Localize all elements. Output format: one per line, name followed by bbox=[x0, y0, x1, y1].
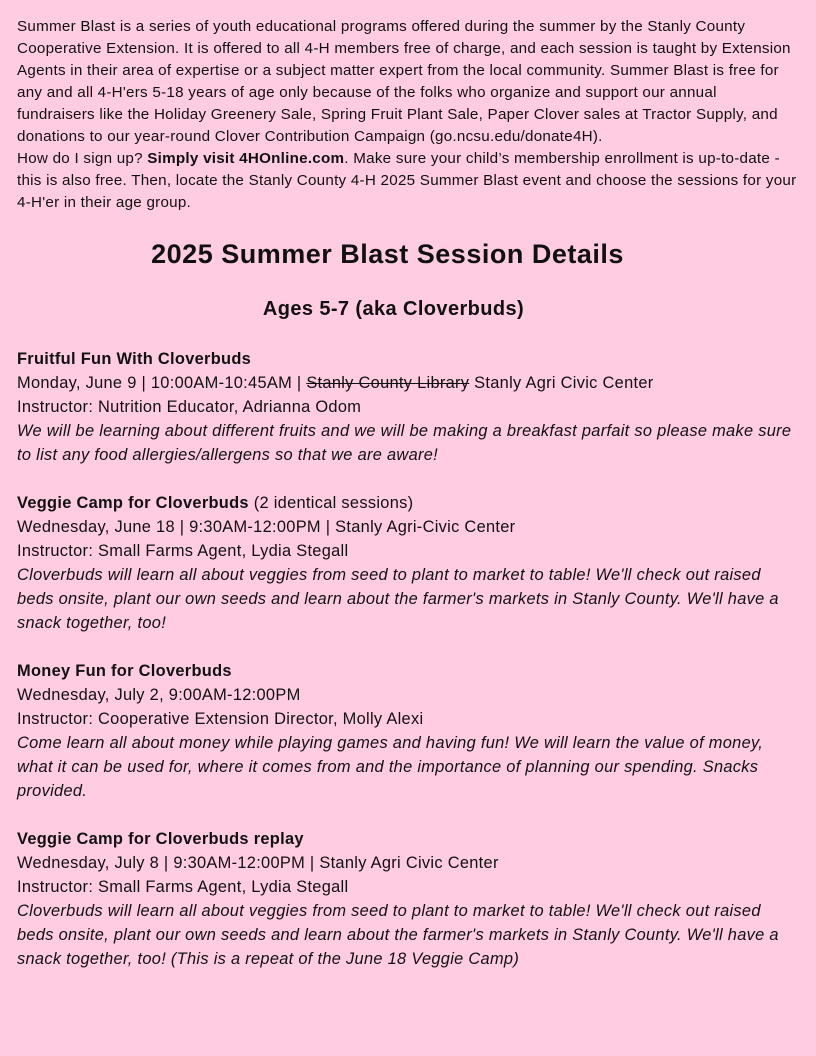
session-old-location: Stanly County Library bbox=[306, 374, 470, 392]
session-item bbox=[17, 347, 798, 467]
session-date-time: Wednesday, July 2, 9:00AM-12:00PM bbox=[17, 686, 301, 704]
session-description: Cloverbuds will learn all about veggies from seed to plant to market to table! We'll check out raised beds onsite, plant our own seeds and learn about the farmer's markets in Stanly County. We'll have a snack together, too! bbox=[17, 566, 779, 632]
session-description: Cloverbuds will learn all about veggies from seed to plant to market to table! We'll check out raised beds onsite, plant our own seeds and learn about the farmer's markets in Stanly County. We'll have a snack together, too! (This is a repeat of the June 18 Veggie Camp) bbox=[17, 902, 779, 968]
session-instructor: Instructor: Small Farms Agent, Lydia Stegall bbox=[17, 542, 349, 560]
session-title-line bbox=[17, 491, 798, 515]
page-title: 2025 Summer Blast Session Details bbox=[151, 239, 624, 269]
session-schedule bbox=[17, 851, 798, 875]
age-group-heading: Ages 5-7 (aka Cloverbuds) bbox=[262, 298, 525, 320]
session-title: Veggie Camp for Cloverbuds bbox=[17, 494, 249, 512]
session-instructor: Instructor: Small Farms Agent, Lydia Stegall bbox=[17, 878, 349, 896]
session-title-line bbox=[17, 659, 798, 683]
session-schedule bbox=[17, 683, 798, 707]
signup-link-text: Simply visit 4HOnline.com bbox=[147, 150, 345, 167]
session-title-line bbox=[17, 347, 798, 371]
session-instructor: Instructor: Nutrition Educator, Adrianna Odom bbox=[17, 398, 362, 416]
signup-question: How do I sign up? bbox=[17, 150, 148, 167]
signup-instructions: . Make sure your child’s membership enrollment is up-to-date - this is also free. Then, locate the Stanly County 4-H 2025 Summer Blast event and choose the sessions for your 4-H'er in their age group. bbox=[17, 150, 797, 211]
session-description: Come learn all about money while playing games and having fun! We will learn the value of money, what it can be used for, where it comes from and the importance of planning our spending. Snacks provided. bbox=[17, 734, 764, 800]
session-date-time: Wednesday, July 8 | 9:30AM-12:00PM | Stanly Agri Civic Center bbox=[17, 854, 499, 872]
session-instructor: Instructor: Cooperative Extension Director, Molly Alexi bbox=[17, 710, 424, 728]
session-title-line bbox=[17, 827, 798, 851]
session-date-time: Wednesday, June 18 | 9:30AM-12:00PM | Stanly Agri-Civic Center bbox=[17, 518, 516, 536]
session-title: Money Fun for Cloverbuds bbox=[17, 662, 232, 680]
session-item bbox=[17, 659, 798, 803]
session-title: Fruitful Fun With Cloverbuds bbox=[17, 350, 252, 368]
session-list bbox=[17, 347, 798, 971]
session-schedule bbox=[17, 371, 798, 395]
session-description: We will be learning about different fruits and we will be making a breakfast parfait so please make sure to list any food allergies/allergens so that we are aware! bbox=[17, 422, 792, 464]
session-schedule bbox=[17, 515, 798, 539]
session-item bbox=[17, 827, 798, 971]
session-title: Veggie Camp for Cloverbuds replay bbox=[17, 830, 304, 848]
session-item bbox=[17, 491, 798, 635]
intro-section bbox=[17, 16, 798, 214]
session-date-time: Monday, June 9 | 10:00AM-10:45AM | bbox=[17, 374, 307, 392]
session-title-note: (2 identical sessions) bbox=[248, 494, 414, 512]
signup-paragraph bbox=[17, 148, 798, 214]
intro-paragraph: Summer Blast is a series of youth educational programs offered during the summer by the Stanly County Cooperative Extension. It is offered to all 4-H members free of charge, and each session is taught by Extension Agents in their area of expertise or a subject matter expert from the local community. Summer Blast is free for any and all 4-H'ers 5-18 years of age only because of the folks who organize and support our annual fundraisers like the Holiday Greenery Sale, Spring Fruit Plant Sale, Paper Clover sales at Tractor Supply, and donations to our year-round Clover Contribution Campaign (go.ncsu.edu/donate4H). bbox=[17, 18, 791, 145]
session-location: Stanly Agri Civic Center bbox=[469, 374, 654, 392]
